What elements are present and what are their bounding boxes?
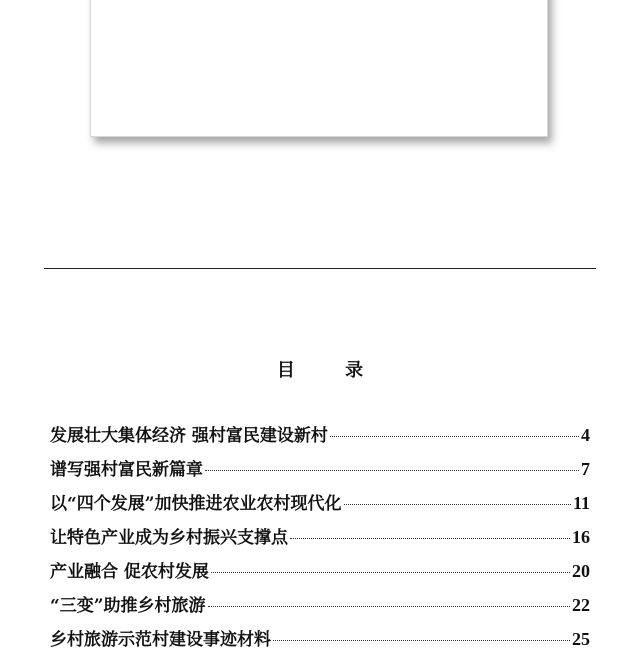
horizontal-divider xyxy=(44,268,596,269)
toc-entry[interactable] xyxy=(50,421,590,455)
toc-entry[interactable] xyxy=(50,455,590,489)
dot-leader xyxy=(273,640,570,641)
toc-entry-page: 4 xyxy=(581,425,590,445)
toc-entry-title: 以“四个发展”加快推进农业农村现代化 xyxy=(50,494,342,514)
toc-title: 目 录 xyxy=(276,360,386,381)
page-preview-card xyxy=(90,0,548,137)
toc-entry[interactable] xyxy=(50,591,590,625)
toc-entry-page: 22 xyxy=(572,595,590,615)
toc-entry-title: 让特色产业成为乡村振兴支撑点 xyxy=(50,528,288,548)
toc-entry-title: 乡村旅游示范村建设事迹材料 xyxy=(50,630,271,650)
toc-entry-page: 16 xyxy=(572,527,590,547)
toc-entry-page: 25 xyxy=(572,629,590,649)
toc-entry-page: 7 xyxy=(581,459,590,479)
toc-entry[interactable] xyxy=(50,523,590,557)
toc-entry-title: 发展壮大集体经济 强村富民建设新村 xyxy=(50,426,328,446)
toc-entry-page: 20 xyxy=(572,561,590,581)
toc-entry[interactable] xyxy=(50,557,590,591)
dot-leader xyxy=(344,504,571,505)
toc-entry-title: “三变”助推乡村旅游 xyxy=(50,596,206,616)
toc-entry[interactable] xyxy=(50,489,590,523)
dot-leader xyxy=(330,436,579,437)
toc-entry-title: 产业融合 促农村发展 xyxy=(50,562,209,582)
dot-leader xyxy=(290,538,570,539)
toc-list xyxy=(50,421,590,659)
toc-entry[interactable] xyxy=(50,625,590,659)
dot-leader xyxy=(205,470,579,471)
dot-leader xyxy=(208,606,570,607)
toc-entry-page: 11 xyxy=(572,493,590,513)
toc-entry-title: 谱写强村富民新篇章 xyxy=(50,460,203,480)
dot-leader xyxy=(211,572,570,573)
